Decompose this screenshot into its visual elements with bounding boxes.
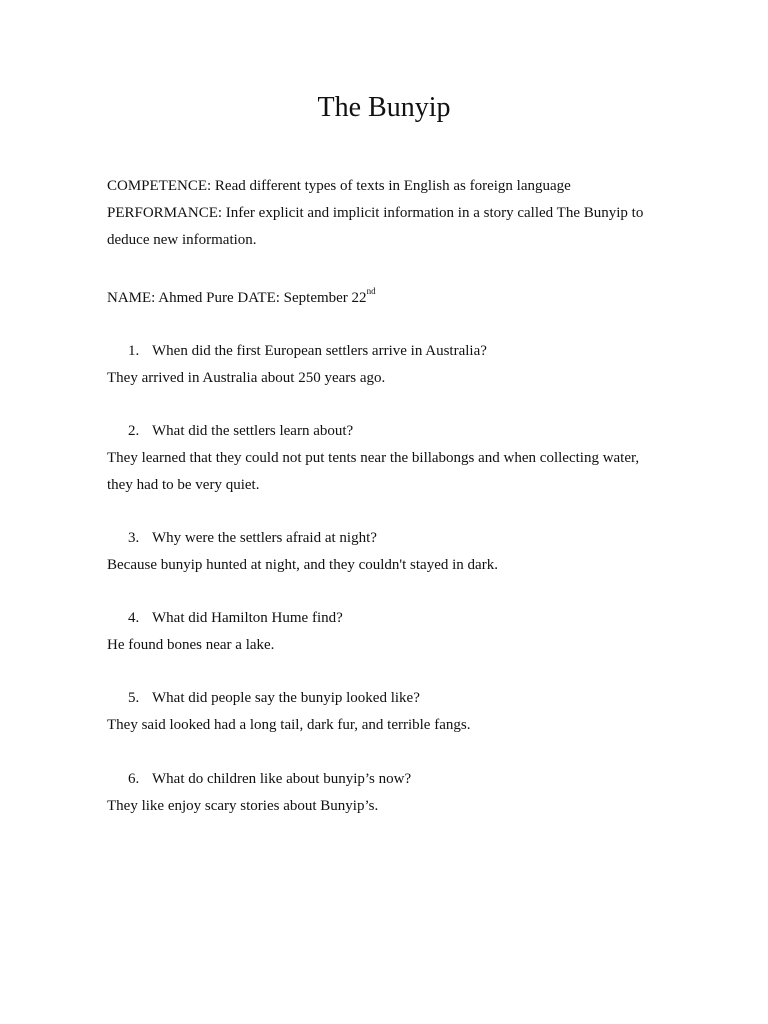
question-text: Why were the settlers afraid at night? xyxy=(152,530,377,546)
question-number: 6. xyxy=(128,771,140,787)
qa-item-2 xyxy=(107,418,667,499)
answer-3: Because bunyip hunted at night, and they couldn't stayed in dark. xyxy=(107,557,498,573)
question-number: 2. xyxy=(128,423,140,439)
answer-5: They said looked had a long tail, dark fur, and terrible fangs. xyxy=(107,717,471,733)
name-date-line xyxy=(107,280,376,312)
name-date-text: NAME: Ahmed Pure DATE: September 22 xyxy=(107,290,367,306)
qa-item-6 xyxy=(107,766,667,820)
qa-item-3 xyxy=(107,525,667,579)
question-2 xyxy=(107,418,667,445)
answer-2: They learned that they could not put tents near the billabongs and when collecting water, they had to be very quiet. xyxy=(107,450,640,493)
qa-item-1 xyxy=(107,338,667,392)
answer-1: They arrived in Australia about 250 years ago. xyxy=(107,370,386,386)
document-title: The Bunyip xyxy=(317,92,451,123)
date-ordinal-suffix: nd xyxy=(366,286,376,296)
question-1 xyxy=(107,338,667,365)
question-4 xyxy=(107,605,667,632)
question-6 xyxy=(107,766,667,793)
qa-item-5 xyxy=(107,685,667,739)
answer-6: They like enjoy scary stories about Bunyip’s. xyxy=(107,798,379,814)
question-number: 4. xyxy=(128,610,140,626)
question-text: What did the settlers learn about? xyxy=(152,423,354,439)
answer-4: He found bones near a lake. xyxy=(107,637,275,653)
question-5 xyxy=(107,685,667,712)
question-text: What do children like about bunyip’s now? xyxy=(152,771,412,787)
question-text: When did the first European settlers arrive in Australia? xyxy=(152,343,487,359)
question-number: 3. xyxy=(128,530,140,546)
question-3 xyxy=(107,525,667,552)
question-text: What did Hamilton Hume find? xyxy=(152,610,343,626)
competence-text: COMPETENCE: Read different types of texts in English as foreign language xyxy=(107,178,571,194)
performance-text: PERFORMANCE: Infer explicit and implicit information in a story called The Bunyip to deduce new information. xyxy=(107,205,644,248)
question-number: 1. xyxy=(128,343,140,359)
question-number: 5. xyxy=(128,690,140,706)
question-text: What did people say the bunyip looked like? xyxy=(152,690,420,706)
intro-section xyxy=(107,173,667,254)
qa-item-4 xyxy=(107,605,667,659)
